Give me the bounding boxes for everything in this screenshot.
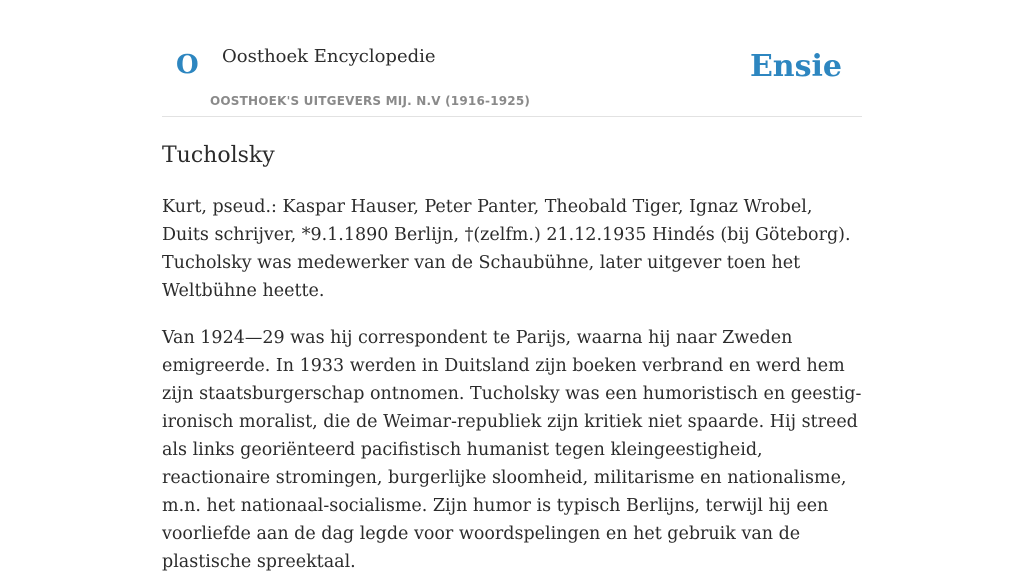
brand-logo[interactable]: Ensie — [749, 49, 842, 84]
page — [162, 0, 862, 572]
entry-paragraph: Kurt, pseud.: Kaspar Hauser, Peter Panter, Theobald Tiger, Ignaz Wrobel, Duits schrijver, *9.1.1890 Berlijn, †(zelfm.) 21.12.1935 Hindés (bij Göteborg). Tucholsky was medewerker van de Schaubühne, later uitgever toen het Weltbühne heette. — [162, 197, 851, 301]
source-logo[interactable]: O — [176, 50, 199, 80]
publisher-label: OOSTHOEK'S UITGEVERS MIJ. N.V (1916-1925) — [210, 94, 531, 108]
entry-paragraph: Van 1924—29 was hij correspondent te Parijs, waarna hij naar Zweden emigreerde. In 1933 werden in Duitsland zijn boeken verbrand en werd hem zijn staatsburgerschap ontnomen. Tucholsky was een humoristisch en geestig-ironisch moralist, die de Weimar-republiek zijn kritiek niet spaarde. Hij streed als links georiënteerd pacifistisch humanist tegen kleingeestigheid, reactionaire stromingen, burgerlijke sloomheid, militarisme en nationalisme, m.n. het nationaal-socialisme. Zijn humor is typisch Berlijns, terwijl hij een voorliefde aan de dag legde voor woordspelingen en het gebruik van de plastische spreektaal. — [162, 328, 862, 572]
header — [162, 0, 862, 117]
source-title[interactable]: Oosthoek Encyclopedie — [222, 46, 436, 67]
entry-title: Tucholsky — [162, 143, 275, 168]
